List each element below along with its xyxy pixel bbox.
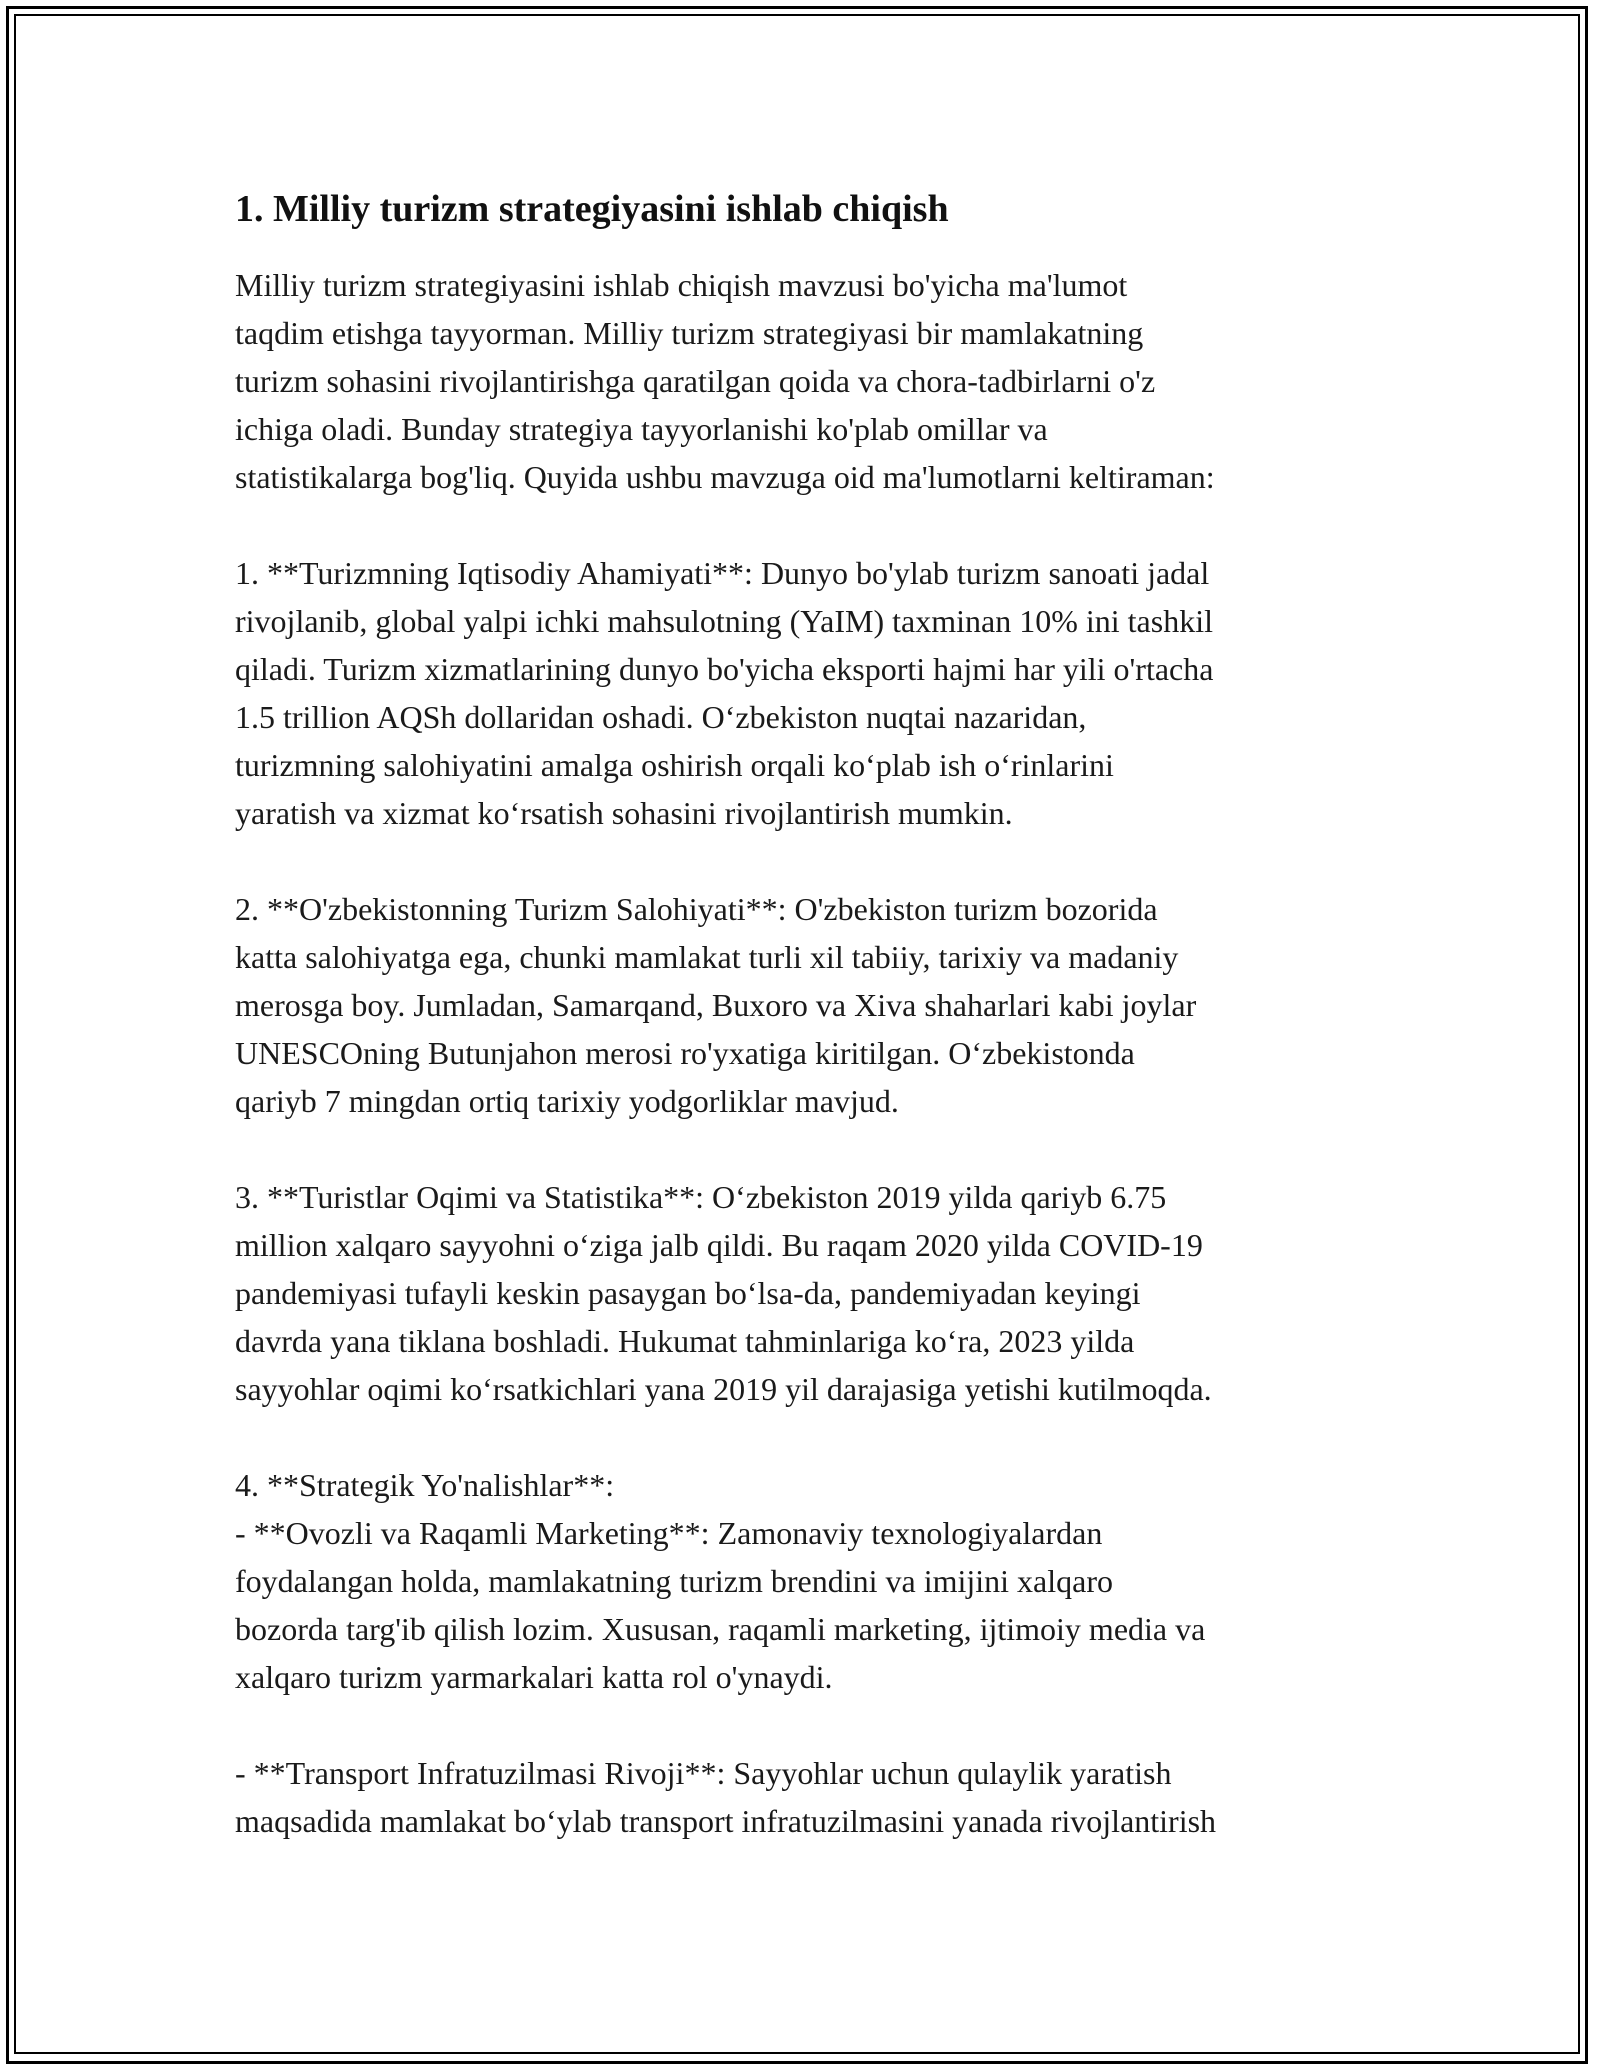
paragraph-transport-infrastructure: - **Transport Infratuzilmasi Rivoji**: Sayyohlar uchun qulaylik yaratish maqsadida mamlakat boʻylab transport infratuzilmasini yanada rivojlantirish [235,1755,1217,1839]
paragraph-tourist-flow: 3. **Turistlar Oqimi va Statistika**: Oʻzbekiston 2019 yilda qariyb 6.75 million xalqaro sayyohni oʻziga jalb qildi. Bu raqam 2020 yilda COVID-19 pandemiyasi tufayli keskin pasaygan boʻlsa-da, pandemiyadan keyingi davrda yana tiklana boshladi. Hukumat tahminlariga koʻra, 2023 yilda sayyohlar oqimi koʻrsatkichlari yana 2019 yil darajasiga yetishi kutilmoqda. [235,1179,1212,1407]
document-body [235,185,1365,1845]
paragraph-economic-importance: 1. **Turizmning Iqtisodiy Ahamiyati**: Dunyo bo'ylab turizm sanoati jadal rivojlanib, global yalpi ichki mahsulotning (YaIM) taxminan 10% ini tashkil qiladi. Turizm xizmatlarining dunyo bo'yicha eksporti hajmi har yili o'rtacha 1.5 trillion AQSh dollaridan oshadi. Oʻzbekiston nuqtai nazaridan, turizmning salohiyatini amalga oshirish orqali koʻplab ish oʻrinlarini yaratish va xizmat koʻrsatish sohasini rivojlantirish mumkin. [235,555,1214,831]
paragraph-intro: Milliy turizm strategiyasini ishlab chiqish mavzusi bo'yicha ma'lumot taqdim etishga tayyorman. Milliy turizm strategiyasi bir mamlakatning turizm sohasini rivojlantirishga qaratilgan qoida va chora-tadbirlarni o'z ichiga oladi. Bunday strategiya tayyorlanishi ko'plab omillar va statistikalarga bog'liq. Quyida ushbu mavzuga oid ma'lumotlarni keltiraman: [235,267,1215,495]
paragraph-tourism-potential: 2. **O'zbekistonning Turizm Salohiyati**: O'zbekiston turizm bozorida katta salohiyatga ega, chunki mamlakat turli xil tabiiy, tarixiy va madaniy merosga boy. Jumladan, Samarqand, Buxoro va Xiva shaharlari kabi joylar UNESCOning Butunjahon merosi ro'yxatiga kiritilgan. Oʻzbekistonda qariyb 7 mingdan ortiq tarixiy yodgorliklar mavjud. [235,891,1197,1119]
paragraph-strategic-directions: 4. **Strategik Yo'nalishlar**: - **Ovozli va Raqamli Marketing**: Zamonaviy texnologiyalardan foydalangan holda, mamlakatning turizm brendini va imijini xalqaro bozorda targ'ib qilish lozim. Xususan, raqamli marketing, ijtimoiy media va xalqaro turizm yarmarkalari katta rol o'ynaydi. [235,1467,1206,1695]
document-title: 1. Milliy turizm strategiyasini ishlab chiqish [235,188,949,230]
